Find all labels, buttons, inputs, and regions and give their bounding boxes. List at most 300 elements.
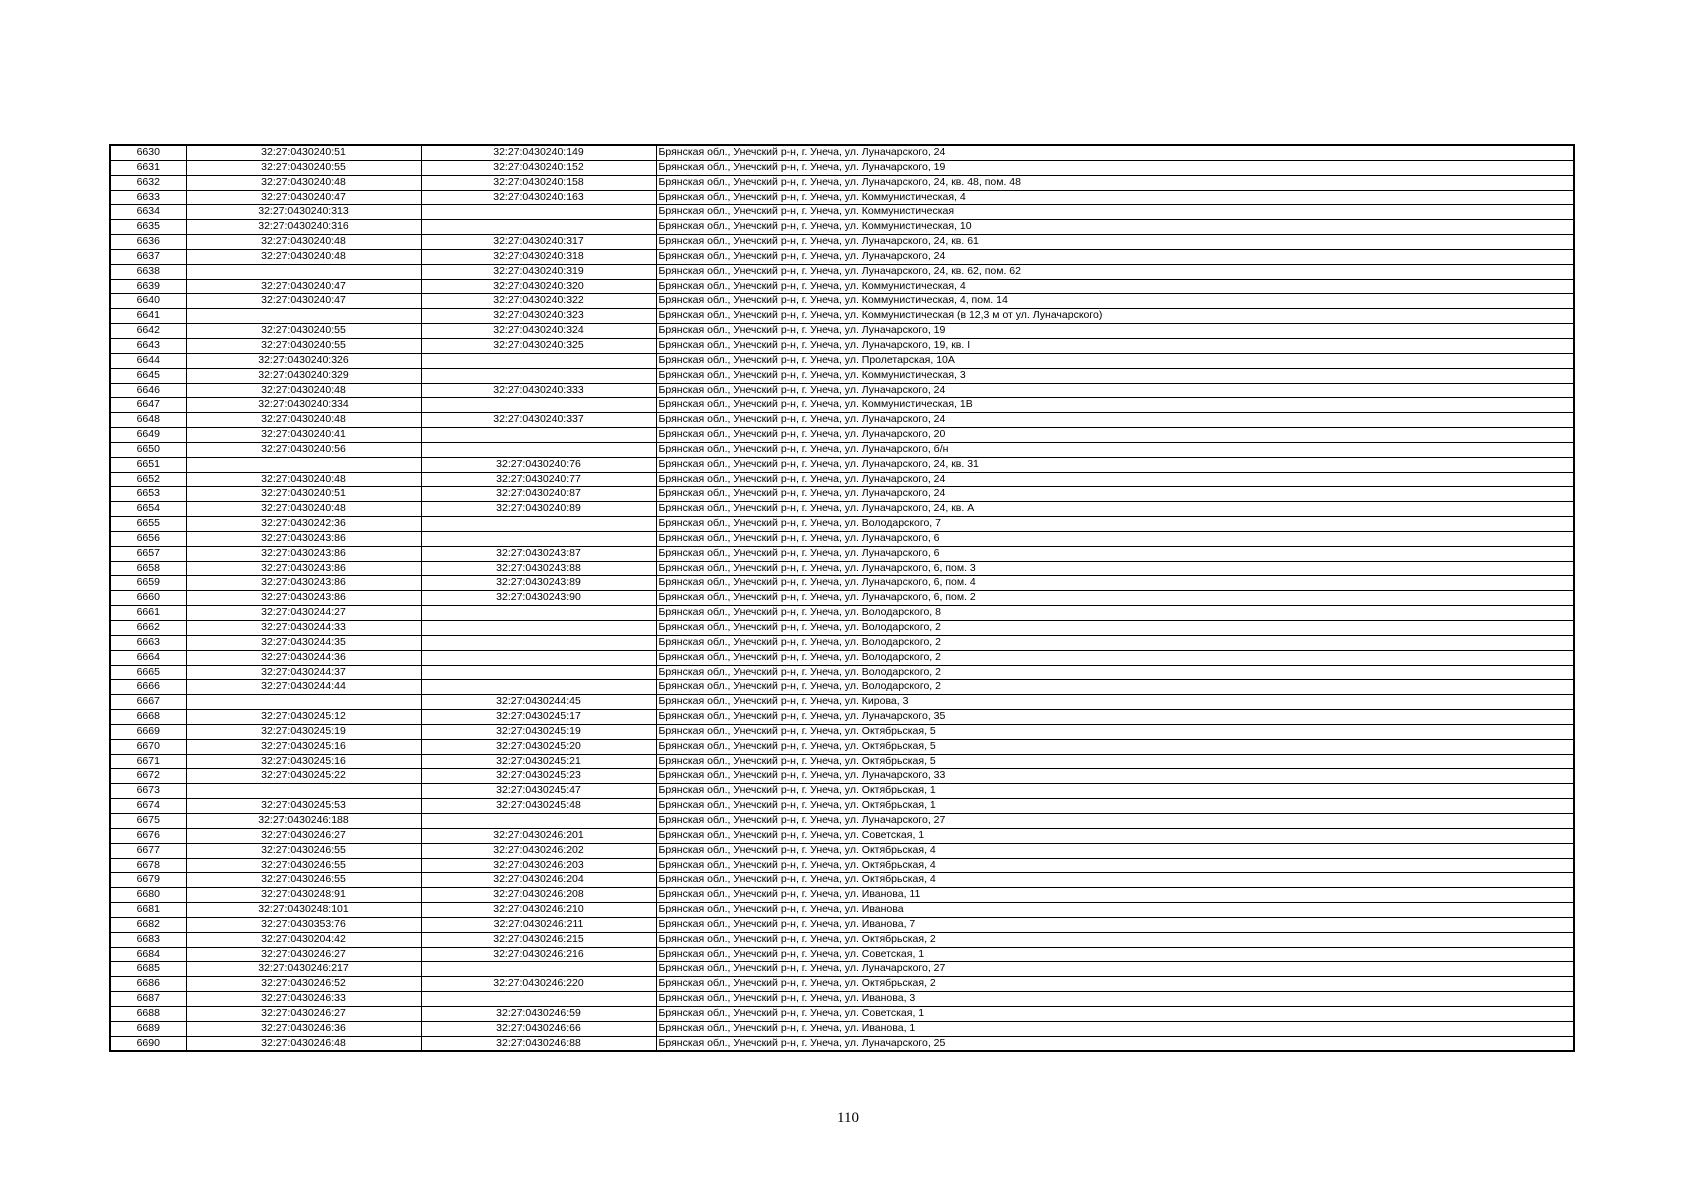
address-cell: Брянская обл., Унечский р-н, г. Унеча, ул. Луначарского, 6, пом. 2: [656, 591, 1574, 606]
row-number-cell: 6641: [110, 309, 186, 324]
parcel-number-cell: 32:27:0430240:55: [186, 160, 421, 175]
address-cell: Брянская обл., Унечский р-н, г. Унеча, ул. Коммунистическая (в 12,3 м от ул. Луначарского): [656, 309, 1574, 324]
object-number-cell: 32:27:0430240:318: [421, 249, 656, 264]
object-number-cell: [421, 531, 656, 546]
row-number-cell: 6670: [110, 739, 186, 754]
row-number-cell: 6652: [110, 472, 186, 487]
row-number-cell: 6676: [110, 828, 186, 843]
table-row: [110, 665, 1574, 680]
address-cell: Брянская обл., Унечский р-н, г. Унеча, ул. Иванова, 7: [656, 917, 1574, 932]
object-number-cell: 32:27:0430240:317: [421, 235, 656, 250]
table-row: [110, 828, 1574, 843]
parcel-number-cell: 32:27:0430240:48: [186, 249, 421, 264]
object-number-cell: 32:27:0430240:337: [421, 413, 656, 428]
row-number-cell: 6675: [110, 813, 186, 828]
table-row: [110, 309, 1574, 324]
parcel-number-cell: 32:27:0430240:47: [186, 279, 421, 294]
row-number-cell: 6671: [110, 754, 186, 769]
address-cell: Брянская обл., Унечский р-н, г. Унеча, ул. Октябрьская, 2: [656, 932, 1574, 947]
table-row: [110, 977, 1574, 992]
row-number-cell: 6661: [110, 606, 186, 621]
parcel-number-cell: 32:27:0430240:48: [186, 413, 421, 428]
row-number-cell: 6645: [110, 368, 186, 383]
address-cell: Брянская обл., Унечский р-н, г. Унеча, ул. Октябрьская, 5: [656, 724, 1574, 739]
object-number-cell: [421, 813, 656, 828]
address-cell: Брянская обл., Унечский р-н, г. Унеча, ул. Советская, 1: [656, 828, 1574, 843]
parcel-number-cell: 32:27:0430240:48: [186, 235, 421, 250]
address-cell: Брянская обл., Унечский р-н, г. Унеча, ул. Коммунистическая, 4, пом. 14: [656, 294, 1574, 309]
table-row: [110, 621, 1574, 636]
object-number-cell: 32:27:0430246:88: [421, 1036, 656, 1051]
row-number-cell: 6657: [110, 546, 186, 561]
address-cell: Брянская обл., Унечский р-н, г. Унеча, ул. Луначарского, 24: [656, 145, 1574, 160]
table-row: [110, 724, 1574, 739]
address-cell: Брянская обл., Унечский р-н, г. Унеча, ул. Луначарского, 20: [656, 428, 1574, 443]
parcel-number-cell: 32:27:0430246:217: [186, 962, 421, 977]
object-number-cell: 32:27:0430245:20: [421, 739, 656, 754]
address-cell: Брянская обл., Унечский р-н, г. Унеча, ул. Луначарского, 6, пом. 4: [656, 576, 1574, 591]
object-number-cell: 32:27:0430245:21: [421, 754, 656, 769]
table-row: [110, 888, 1574, 903]
parcel-number-cell: 32:27:0430244:44: [186, 680, 421, 695]
parcel-number-cell: 32:27:0430246:27: [186, 947, 421, 962]
object-number-cell: 32:27:0430246:210: [421, 903, 656, 918]
table-row: [110, 324, 1574, 339]
object-number-cell: 32:27:0430246:203: [421, 858, 656, 873]
parcel-number-cell: 32:27:0430246:27: [186, 1006, 421, 1021]
address-cell: Брянская обл., Унечский р-н, г. Унеча, ул. Володарского, 2: [656, 635, 1574, 650]
row-number-cell: 6632: [110, 175, 186, 190]
parcel-number-cell: 32:27:0430240:316: [186, 220, 421, 235]
address-cell: Брянская обл., Унечский р-н, г. Унеча, ул. Луначарского, 24: [656, 472, 1574, 487]
address-cell: Брянская обл., Унечский р-н, г. Унеча, ул. Володарского, 8: [656, 606, 1574, 621]
row-number-cell: 6647: [110, 398, 186, 413]
table-row: [110, 294, 1574, 309]
row-number-cell: 6631: [110, 160, 186, 175]
table-row: [110, 398, 1574, 413]
table-row: [110, 383, 1574, 398]
address-cell: Брянская обл., Унечский р-н, г. Унеча, ул. Луначарского, 24: [656, 249, 1574, 264]
row-number-cell: 6648: [110, 413, 186, 428]
table-row: [110, 264, 1574, 279]
object-number-cell: 32:27:0430240:76: [421, 457, 656, 472]
object-number-cell: [421, 680, 656, 695]
table-row: [110, 353, 1574, 368]
address-cell: Брянская обл., Унечский р-н, г. Унеча, ул. Октябрьская, 4: [656, 873, 1574, 888]
parcel-number-cell: [186, 309, 421, 324]
table-row: [110, 190, 1574, 205]
address-cell: Брянская обл., Унечский р-н, г. Унеча, ул. Луначарского, 24, кв. А: [656, 502, 1574, 517]
table-row: [110, 1006, 1574, 1021]
address-cell: Брянская обл., Унечский р-н, г. Унеча, ул. Октябрьская, 1: [656, 799, 1574, 814]
table-row: [110, 487, 1574, 502]
address-cell: Брянская обл., Унечский р-н, г. Унеча, ул. Октябрьская, 2: [656, 977, 1574, 992]
row-number-cell: 6669: [110, 724, 186, 739]
table-row: [110, 160, 1574, 175]
object-number-cell: 32:27:0430240:149: [421, 145, 656, 160]
row-number-cell: 6637: [110, 249, 186, 264]
object-number-cell: 32:27:0430246:204: [421, 873, 656, 888]
address-cell: Брянская обл., Унечский р-н, г. Унеча, ул. Володарского, 2: [656, 621, 1574, 636]
address-cell: Брянская обл., Унечский р-н, г. Унеча, ул. Луначарского, 24, кв. 48, пом. 48: [656, 175, 1574, 190]
row-number-cell: 6642: [110, 324, 186, 339]
row-number-cell: 6639: [110, 279, 186, 294]
row-number-cell: 6649: [110, 428, 186, 443]
address-cell: Брянская обл., Унечский р-н, г. Унеча, ул. Советская, 1: [656, 1006, 1574, 1021]
object-number-cell: 32:27:0430243:88: [421, 561, 656, 576]
row-number-cell: 6664: [110, 650, 186, 665]
address-cell: Брянская обл., Унечский р-н, г. Унеча, ул. Луначарского, 27: [656, 962, 1574, 977]
parcel-number-cell: 32:27:0430240:326: [186, 353, 421, 368]
object-number-cell: [421, 353, 656, 368]
object-number-cell: 32:27:0430240:89: [421, 502, 656, 517]
row-number-cell: 6678: [110, 858, 186, 873]
table-row: [110, 695, 1574, 710]
object-number-cell: 32:27:0430240:77: [421, 472, 656, 487]
object-number-cell: 32:27:0430243:89: [421, 576, 656, 591]
table-row: [110, 992, 1574, 1007]
address-cell: Брянская обл., Унечский р-н, г. Унеча, ул. Луначарского, б/н: [656, 442, 1574, 457]
row-number-cell: 6643: [110, 338, 186, 353]
object-number-cell: 32:27:0430246:66: [421, 1021, 656, 1036]
parcel-number-cell: 32:27:0430246:27: [186, 828, 421, 843]
row-number-cell: 6684: [110, 947, 186, 962]
object-number-cell: 32:27:0430243:87: [421, 546, 656, 561]
parcel-number-cell: [186, 264, 421, 279]
address-cell: Брянская обл., Унечский р-н, г. Унеча, ул. Пролетарская, 10А: [656, 353, 1574, 368]
parcel-number-cell: 32:27:0430246:55: [186, 858, 421, 873]
address-cell: Брянская обл., Унечский р-н, г. Унеча, ул. Луначарского, 24: [656, 487, 1574, 502]
object-number-cell: [421, 635, 656, 650]
address-cell: Брянская обл., Унечский р-н, г. Унеча, ул. Луначарского, 25: [656, 1036, 1574, 1051]
object-number-cell: [421, 621, 656, 636]
table-row: [110, 903, 1574, 918]
parcel-number-cell: 32:27:0430244:36: [186, 650, 421, 665]
parcel-number-cell: 32:27:0430243:86: [186, 561, 421, 576]
object-number-cell: [421, 220, 656, 235]
table-row: [110, 442, 1574, 457]
table-row: [110, 843, 1574, 858]
table-row: [110, 710, 1574, 725]
object-number-cell: [421, 517, 656, 532]
object-number-cell: 32:27:0430246:201: [421, 828, 656, 843]
table-row: [110, 546, 1574, 561]
page-number: 110: [837, 1110, 859, 1126]
object-number-cell: 32:27:0430244:45: [421, 695, 656, 710]
table-row: [110, 932, 1574, 947]
object-number-cell: 32:27:0430240:163: [421, 190, 656, 205]
object-number-cell: 32:27:0430246:59: [421, 1006, 656, 1021]
parcel-number-cell: 32:27:0430245:16: [186, 739, 421, 754]
object-number-cell: 32:27:0430240:320: [421, 279, 656, 294]
table-row: [110, 754, 1574, 769]
address-cell: Брянская обл., Унечский р-н, г. Унеча, ул. Октябрьская, 5: [656, 754, 1574, 769]
row-number-cell: 6685: [110, 962, 186, 977]
table-row: [110, 606, 1574, 621]
address-cell: Брянская обл., Унечский р-н, г. Унеча, ул. Иванова, 11: [656, 888, 1574, 903]
object-number-cell: [421, 962, 656, 977]
table-row: [110, 858, 1574, 873]
row-number-cell: 6683: [110, 932, 186, 947]
row-number-cell: 6681: [110, 903, 186, 918]
row-number-cell: 6636: [110, 235, 186, 250]
parcel-number-cell: 32:27:0430240:47: [186, 294, 421, 309]
object-number-cell: [421, 992, 656, 1007]
row-number-cell: 6690: [110, 1036, 186, 1051]
parcel-number-cell: 32:27:0430246:188: [186, 813, 421, 828]
row-number-cell: 6687: [110, 992, 186, 1007]
address-cell: Брянская обл., Унечский р-н, г. Унеча, ул. Луначарского, 19: [656, 160, 1574, 175]
cadastral-register-table: [109, 144, 1575, 1052]
object-number-cell: [421, 442, 656, 457]
row-number-cell: 6660: [110, 591, 186, 606]
address-cell: Брянская обл., Унечский р-н, г. Унеча, ул. Кирова, 3: [656, 695, 1574, 710]
parcel-number-cell: 32:27:0430240:41: [186, 428, 421, 443]
row-number-cell: 6672: [110, 769, 186, 784]
parcel-number-cell: 32:27:0430240:329: [186, 368, 421, 383]
parcel-number-cell: [186, 784, 421, 799]
parcel-number-cell: 32:27:0430240:48: [186, 502, 421, 517]
row-number-cell: 6677: [110, 843, 186, 858]
parcel-number-cell: 32:27:0430245:16: [186, 754, 421, 769]
table-row: [110, 279, 1574, 294]
object-number-cell: [421, 398, 656, 413]
parcel-number-cell: [186, 457, 421, 472]
parcel-number-cell: 32:27:0430244:33: [186, 621, 421, 636]
row-number-cell: 6674: [110, 799, 186, 814]
object-number-cell: 32:27:0430246:215: [421, 932, 656, 947]
parcel-number-cell: 32:27:0430240:51: [186, 487, 421, 502]
object-number-cell: 32:27:0430245:19: [421, 724, 656, 739]
table-row: [110, 650, 1574, 665]
register-body: [110, 145, 1574, 1051]
parcel-number-cell: 32:27:0430246:55: [186, 843, 421, 858]
object-number-cell: 32:27:0430246:220: [421, 977, 656, 992]
table-row: [110, 635, 1574, 650]
address-cell: Брянская обл., Унечский р-н, г. Унеча, ул. Луначарского, 19, кв. I: [656, 338, 1574, 353]
address-cell: Брянская обл., Унечский р-н, г. Унеча, ул. Октябрьская, 1: [656, 784, 1574, 799]
address-cell: Брянская обл., Унечский р-н, г. Унеча, ул. Коммунистическая, 10: [656, 220, 1574, 235]
table-row: [110, 680, 1574, 695]
parcel-number-cell: 32:27:0430246:36: [186, 1021, 421, 1036]
parcel-number-cell: 32:27:0430245:22: [186, 769, 421, 784]
address-cell: Брянская обл., Унечский р-н, г. Унеча, ул. Володарского, 7: [656, 517, 1574, 532]
parcel-number-cell: 32:27:0430245:19: [186, 724, 421, 739]
parcel-number-cell: 32:27:0430245:12: [186, 710, 421, 725]
table-row: [110, 457, 1574, 472]
address-cell: Брянская обл., Унечский р-н, г. Унеча, ул. Луначарского, 35: [656, 710, 1574, 725]
row-number-cell: 6633: [110, 190, 186, 205]
object-number-cell: 32:27:0430240:324: [421, 324, 656, 339]
parcel-number-cell: [186, 695, 421, 710]
address-cell: Брянская обл., Унечский р-н, г. Унеча, ул. Луначарского, 19: [656, 324, 1574, 339]
row-number-cell: 6650: [110, 442, 186, 457]
table-row: [110, 799, 1574, 814]
table-row: [110, 235, 1574, 250]
address-cell: Брянская обл., Унечский р-н, г. Унеча, ул. Иванова, 3: [656, 992, 1574, 1007]
table-row: [110, 413, 1574, 428]
object-number-cell: [421, 428, 656, 443]
address-cell: Брянская обл., Унечский р-н, г. Унеча, ул. Коммунистическая, 1В: [656, 398, 1574, 413]
parcel-number-cell: 32:27:0430240:55: [186, 324, 421, 339]
object-number-cell: 32:27:0430240:325: [421, 338, 656, 353]
row-number-cell: 6673: [110, 784, 186, 799]
table-row: [110, 205, 1574, 220]
parcel-number-cell: 32:27:0430353:76: [186, 917, 421, 932]
row-number-cell: 6644: [110, 353, 186, 368]
address-cell: Брянская обл., Унечский р-н, г. Унеча, ул. Иванова, 1: [656, 1021, 1574, 1036]
parcel-number-cell: 32:27:0430246:55: [186, 873, 421, 888]
parcel-number-cell: 32:27:0430244:37: [186, 665, 421, 680]
parcel-number-cell: 32:27:0430246:33: [186, 992, 421, 1007]
object-number-cell: [421, 606, 656, 621]
object-number-cell: 32:27:0430240:323: [421, 309, 656, 324]
table-row: [110, 1021, 1574, 1036]
row-number-cell: 6662: [110, 621, 186, 636]
object-number-cell: 32:27:0430240:322: [421, 294, 656, 309]
parcel-number-cell: 32:27:0430240:56: [186, 442, 421, 457]
address-cell: Брянская обл., Унечский р-н, г. Унеча, ул. Луначарского, 24, кв. 61: [656, 235, 1574, 250]
parcel-number-cell: 32:27:0430243:86: [186, 576, 421, 591]
object-number-cell: 32:27:0430246:208: [421, 888, 656, 903]
object-number-cell: 32:27:0430240:158: [421, 175, 656, 190]
row-number-cell: 6689: [110, 1021, 186, 1036]
object-number-cell: 32:27:0430246:216: [421, 947, 656, 962]
object-number-cell: 32:27:0430245:48: [421, 799, 656, 814]
table-row: [110, 576, 1574, 591]
object-number-cell: 32:27:0430245:17: [421, 710, 656, 725]
parcel-number-cell: 32:27:0430240:51: [186, 145, 421, 160]
table-row: [110, 145, 1574, 160]
row-number-cell: 6667: [110, 695, 186, 710]
row-number-cell: 6666: [110, 680, 186, 695]
row-number-cell: 6640: [110, 294, 186, 309]
object-number-cell: 32:27:0430243:90: [421, 591, 656, 606]
table-row: [110, 591, 1574, 606]
row-number-cell: 6646: [110, 383, 186, 398]
table-row: [110, 531, 1574, 546]
address-cell: Брянская обл., Унечский р-н, г. Унеча, ул. Луначарского, 24, кв. 31: [656, 457, 1574, 472]
table-row: [110, 917, 1574, 932]
address-cell: Брянская обл., Унечский р-н, г. Унеча, ул. Октябрьская, 5: [656, 739, 1574, 754]
table-row: [110, 502, 1574, 517]
address-cell: Брянская обл., Унечский р-н, г. Унеча, ул. Советская, 1: [656, 947, 1574, 962]
row-number-cell: 6638: [110, 264, 186, 279]
row-number-cell: 6634: [110, 205, 186, 220]
parcel-number-cell: 32:27:0430246:48: [186, 1036, 421, 1051]
row-number-cell: 6656: [110, 531, 186, 546]
address-cell: Брянская обл., Унечский р-н, г. Унеча, ул. Володарского, 2: [656, 650, 1574, 665]
address-cell: Брянская обл., Унечский р-н, г. Унеча, ул. Володарского, 2: [656, 680, 1574, 695]
address-cell: Брянская обл., Унечский р-н, г. Унеча, ул. Луначарского, 6: [656, 546, 1574, 561]
row-number-cell: 6651: [110, 457, 186, 472]
parcel-number-cell: 32:27:0430204:42: [186, 932, 421, 947]
table-row: [110, 472, 1574, 487]
address-cell: Брянская обл., Унечский р-н, г. Унеча, ул. Луначарского, 6: [656, 531, 1574, 546]
parcel-number-cell: 32:27:0430240:334: [186, 398, 421, 413]
table-row: [110, 561, 1574, 576]
address-cell: Брянская обл., Унечский р-н, г. Унеча, ул. Коммунистическая: [656, 205, 1574, 220]
parcel-number-cell: 32:27:0430245:53: [186, 799, 421, 814]
address-cell: Брянская обл., Унечский р-н, г. Унеча, ул. Луначарского, 27: [656, 813, 1574, 828]
address-cell: Брянская обл., Унечский р-н, г. Унеча, ул. Луначарского, 33: [656, 769, 1574, 784]
address-cell: Брянская обл., Унечский р-н, г. Унеча, ул. Луначарского, 6, пом. 3: [656, 561, 1574, 576]
parcel-number-cell: 32:27:0430246:52: [186, 977, 421, 992]
table-row: [110, 428, 1574, 443]
address-cell: Брянская обл., Унечский р-н, г. Унеча, ул. Луначарского, 24: [656, 383, 1574, 398]
table-row: [110, 739, 1574, 754]
row-number-cell: 6682: [110, 917, 186, 932]
address-cell: Брянская обл., Унечский р-н, г. Унеча, ул. Октябрьская, 4: [656, 858, 1574, 873]
object-number-cell: 32:27:0430246:211: [421, 917, 656, 932]
row-number-cell: 6655: [110, 517, 186, 532]
object-number-cell: 32:27:0430240:319: [421, 264, 656, 279]
table-row: [110, 769, 1574, 784]
row-number-cell: 6653: [110, 487, 186, 502]
row-number-cell: 6668: [110, 710, 186, 725]
table-row: [110, 784, 1574, 799]
row-number-cell: 6665: [110, 665, 186, 680]
table-row: [110, 962, 1574, 977]
table-row: [110, 1036, 1574, 1051]
parcel-number-cell: 32:27:0430243:86: [186, 591, 421, 606]
address-cell: Брянская обл., Унечский р-н, г. Унеча, ул. Октябрьская, 4: [656, 843, 1574, 858]
object-number-cell: 32:27:0430246:202: [421, 843, 656, 858]
parcel-number-cell: 32:27:0430243:86: [186, 546, 421, 561]
table-row: [110, 249, 1574, 264]
address-cell: Брянская обл., Унечский р-н, г. Унеча, ул. Коммунистическая, 4: [656, 190, 1574, 205]
row-number-cell: 6630: [110, 145, 186, 160]
row-number-cell: 6663: [110, 635, 186, 650]
address-cell: Брянская обл., Унечский р-н, г. Унеча, ул. Коммунистическая, 4: [656, 279, 1574, 294]
table-row: [110, 175, 1574, 190]
address-cell: Брянская обл., Унечский р-н, г. Унеча, ул. Луначарского, 24: [656, 413, 1574, 428]
table-row: [110, 517, 1574, 532]
parcel-number-cell: 32:27:0430240:47: [186, 190, 421, 205]
object-number-cell: 32:27:0430245:47: [421, 784, 656, 799]
table-row: [110, 220, 1574, 235]
table-row: [110, 338, 1574, 353]
table-row: [110, 368, 1574, 383]
parcel-number-cell: 32:27:0430244:35: [186, 635, 421, 650]
parcel-number-cell: 32:27:0430240:48: [186, 175, 421, 190]
object-number-cell: [421, 665, 656, 680]
parcel-number-cell: 32:27:0430242:36: [186, 517, 421, 532]
parcel-number-cell: 32:27:0430240:55: [186, 338, 421, 353]
row-number-cell: 6654: [110, 502, 186, 517]
row-number-cell: 6635: [110, 220, 186, 235]
object-number-cell: [421, 650, 656, 665]
parcel-number-cell: 32:27:0430240:313: [186, 205, 421, 220]
parcel-number-cell: 32:27:0430243:86: [186, 531, 421, 546]
parcel-number-cell: 32:27:0430240:48: [186, 472, 421, 487]
parcel-number-cell: 32:27:0430240:48: [186, 383, 421, 398]
row-number-cell: 6688: [110, 1006, 186, 1021]
parcel-number-cell: 32:27:0430248:91: [186, 888, 421, 903]
object-number-cell: [421, 368, 656, 383]
object-number-cell: 32:27:0430240:152: [421, 160, 656, 175]
object-number-cell: 32:27:0430240:87: [421, 487, 656, 502]
object-number-cell: 32:27:0430240:333: [421, 383, 656, 398]
parcel-number-cell: 32:27:0430248:101: [186, 903, 421, 918]
row-number-cell: 6680: [110, 888, 186, 903]
row-number-cell: 6679: [110, 873, 186, 888]
object-number-cell: 32:27:0430245:23: [421, 769, 656, 784]
object-number-cell: [421, 205, 656, 220]
row-number-cell: 6658: [110, 561, 186, 576]
table-row: [110, 947, 1574, 962]
address-cell: Брянская обл., Унечский р-н, г. Унеча, ул. Луначарского, 24, кв. 62, пом. 62: [656, 264, 1574, 279]
